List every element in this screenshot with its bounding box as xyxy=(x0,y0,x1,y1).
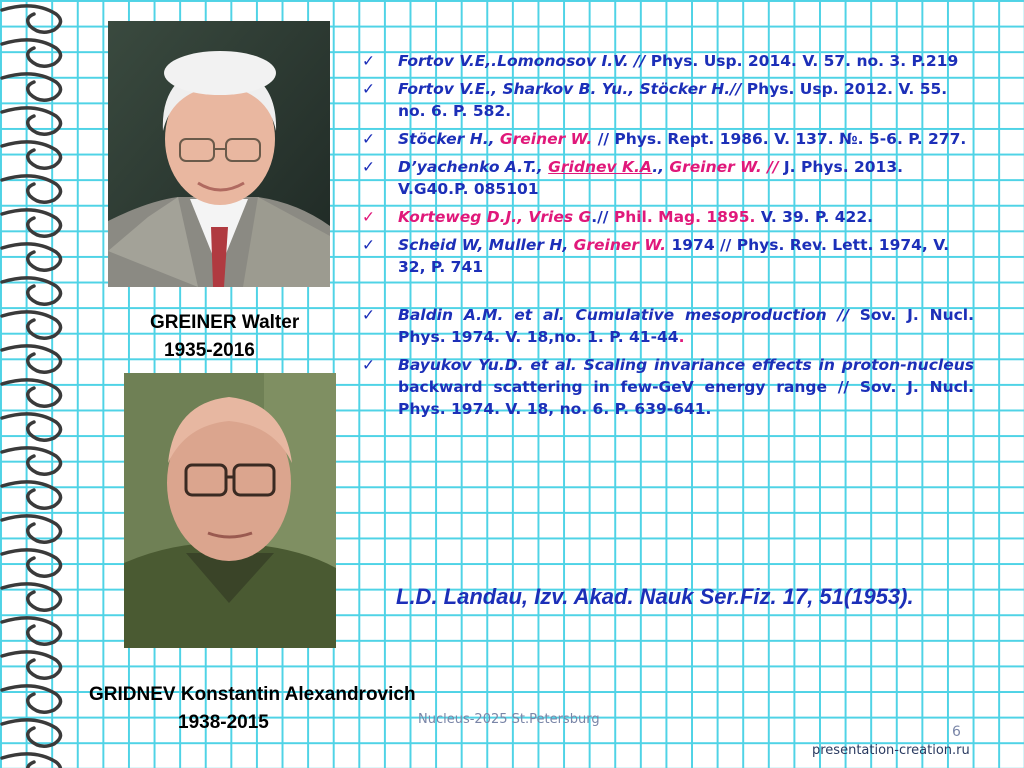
spiral-ring xyxy=(2,618,61,644)
reference-item xyxy=(356,304,974,348)
reference-title: Baldin A.M. et al. Cumulative mesoproduction // xyxy=(398,306,849,324)
checkmark-icon: ✓ xyxy=(362,80,375,98)
reference-authors: Korteweg D.J., Vries G xyxy=(398,208,592,226)
reference-journal: Sov. J. Nucl. Phys. 1974. V. 18,no. 1. P. 41-44 xyxy=(398,306,975,346)
spiral-ring xyxy=(2,720,61,746)
greiner-years: 1935-2016 xyxy=(164,340,255,361)
reference-journal: Phys. Usp. 2012. V. 55. no. 6. P. 582. xyxy=(398,80,948,120)
spiral-ring xyxy=(2,686,61,712)
reference-item xyxy=(356,78,974,122)
reference-journal: Phil. Mag. 1895. xyxy=(608,208,756,226)
spiral-ring xyxy=(2,380,61,406)
greiner-highlight: Greiner W. xyxy=(499,130,593,148)
gridnev-highlight: Gridnev K.A xyxy=(548,158,653,176)
reference-dot: . xyxy=(678,328,685,346)
reference-item xyxy=(356,156,974,200)
spiral-ring xyxy=(2,312,61,338)
spiral-ring xyxy=(2,176,61,202)
landau-citation: L.D. Landau, Izv. Akad. Nauk Ser.Fiz. 17, 51(1953). xyxy=(396,584,914,609)
reference-separator: ., xyxy=(652,158,670,176)
spiral-ring xyxy=(2,754,61,768)
reference-list xyxy=(356,50,974,426)
reference-authors: Fortov V.E., Sharkov B. Yu., Stöcker H.// xyxy=(398,80,742,98)
spiral-ring xyxy=(2,40,61,66)
greiner-highlight: Greiner W. // xyxy=(669,158,779,176)
gridnev-years: 1938-2015 xyxy=(178,712,269,733)
reference-separator: .// xyxy=(591,208,609,226)
spiral-ring xyxy=(2,448,61,474)
spiral-ring xyxy=(2,108,61,134)
checkmark-icon: ✓ xyxy=(362,130,375,148)
reference-journal: J. Phys. 2013. V.G40.P. 085101 xyxy=(398,158,903,198)
greiner-highlight: Greiner W. xyxy=(573,236,667,254)
reference-item xyxy=(356,128,974,150)
spiral-ring xyxy=(2,414,61,440)
reference-authors: Fortov V.E,.Lomonosov I.V. // xyxy=(398,52,646,70)
reference-separator: // xyxy=(592,130,610,148)
reference-journal: 1974 // Phys. Rev. Lett. 1974, V. 32, P. 741 xyxy=(398,236,950,276)
greiner-name: GREINER Walter xyxy=(150,312,300,333)
spiral-ring xyxy=(2,210,61,236)
footer-text: Nucleus-2025 St.Petersburg xyxy=(418,712,600,727)
checkmark-icon: ✓ xyxy=(362,52,375,70)
spiral-ring xyxy=(2,278,61,304)
spiral-ring xyxy=(2,516,61,542)
spiral-ring xyxy=(2,482,61,508)
reference-journal: Phys. Usp. 2014. V. 57. no. 3. P.219 xyxy=(645,52,959,70)
gridnev-name: GRIDNEV Konstantin Alexandrovich xyxy=(89,684,416,705)
checkmark-icon: ✓ xyxy=(362,306,375,324)
reference-item xyxy=(356,50,974,72)
checkmark-icon: ✓ xyxy=(362,208,375,226)
reference-item xyxy=(356,354,974,420)
reference-volume: V. 39. P. 422. xyxy=(755,208,874,226)
checkmark-icon: ✓ xyxy=(362,158,375,176)
spiral-ring xyxy=(2,6,61,32)
reference-journal: backward scattering in few-GeV energy range // Sov. J. Nucl. Phys. 1974. V. 18, no. 6. P. 639-641. xyxy=(398,378,974,418)
spiral-ring xyxy=(2,74,61,100)
spiral-ring xyxy=(2,244,61,270)
spiral-ring xyxy=(2,346,61,372)
spiral-ring xyxy=(2,652,61,678)
reference-authors: Scheid W, Muller H, xyxy=(398,236,574,254)
greiner-photo xyxy=(108,21,330,287)
spiral-ring xyxy=(2,584,61,610)
reference-journal: Phys. Rept. 1986. V. 137. №. 5-6. P. 277. xyxy=(609,130,967,148)
reference-item xyxy=(356,234,974,278)
reference-title: Bayukov Yu.D. et al. Scaling invariance effects in proton-nucleus xyxy=(398,356,974,374)
checkmark-icon: ✓ xyxy=(362,356,375,374)
brand-watermark: presentation-creation.ru xyxy=(812,743,970,758)
spiral-ring xyxy=(2,550,61,576)
spiral-ring xyxy=(2,142,61,168)
checkmark-icon: ✓ xyxy=(362,236,375,254)
reference-item xyxy=(356,206,974,228)
reference-authors: D’yachenko A.T., xyxy=(398,158,549,176)
reference-authors: Stöcker H., xyxy=(398,130,500,148)
page-number: 6 xyxy=(952,724,961,740)
gridnev-photo xyxy=(124,373,336,648)
spiral-binding xyxy=(0,0,70,768)
